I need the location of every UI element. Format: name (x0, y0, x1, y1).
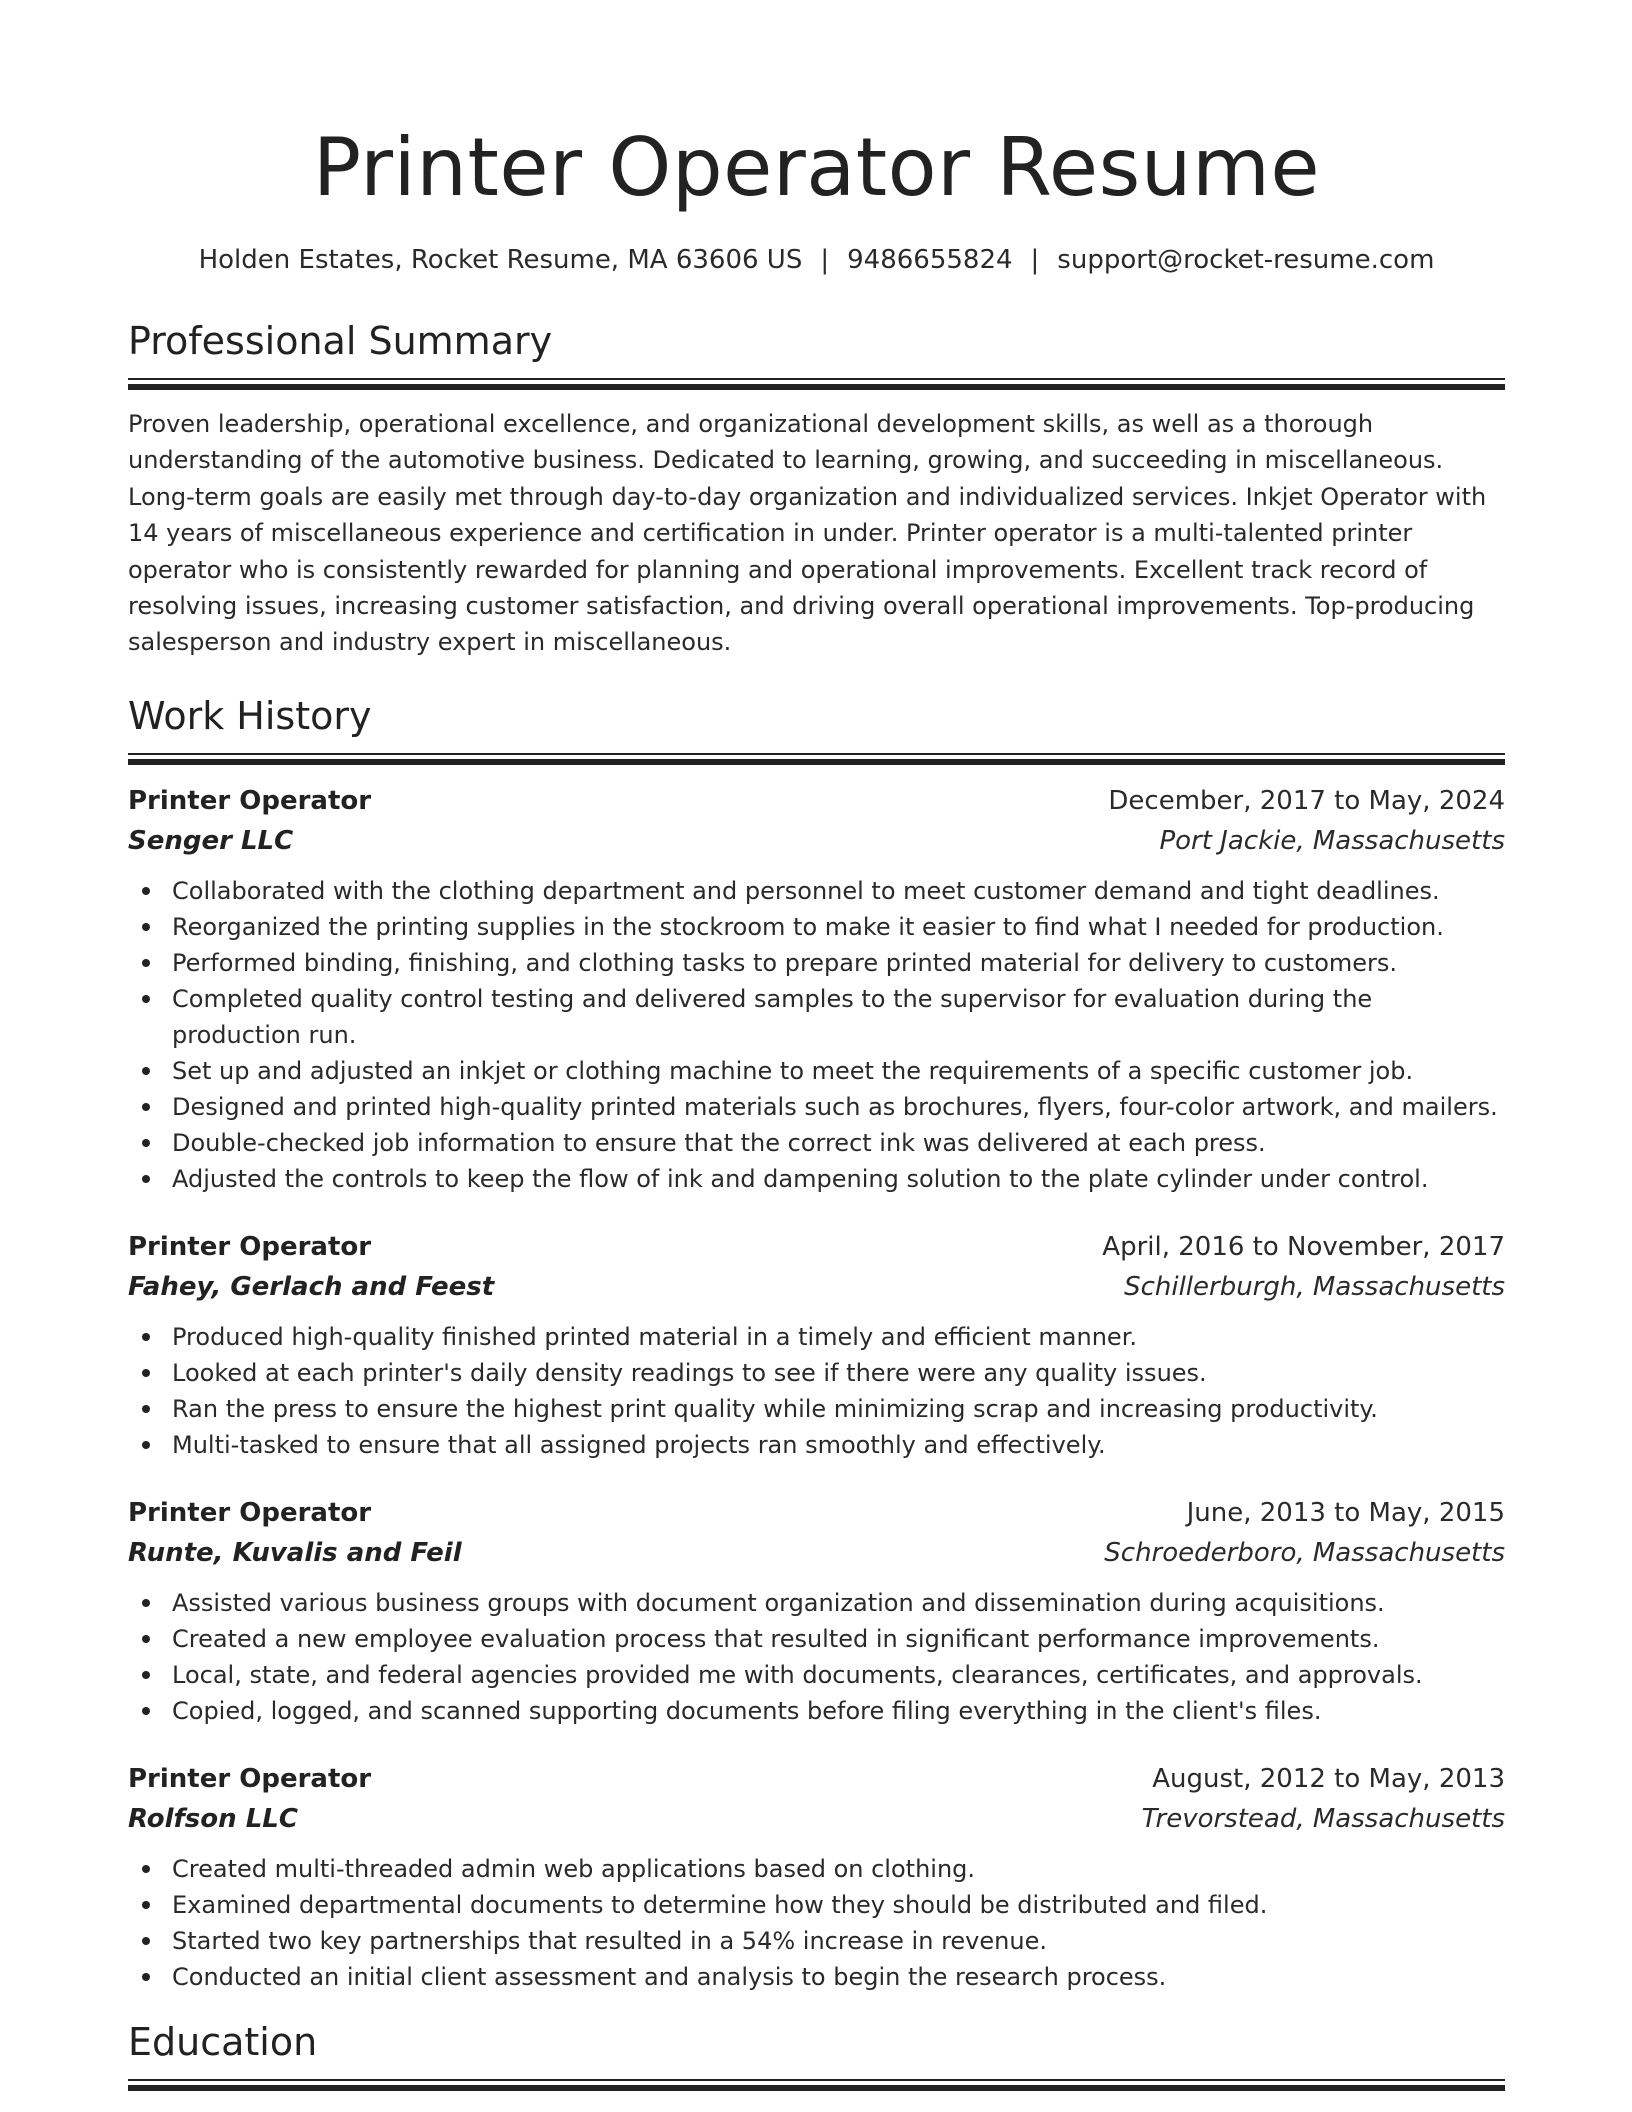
job-title: Printer Operator (128, 1763, 372, 1794)
job-bullet-list (128, 1585, 1505, 1729)
job-bullet: Designed and printed high-quality printed materials such as brochures, flyers, four-color artwork, and mailers. (172, 1089, 1505, 1125)
job-bullet: Assisted various business groups with document organization and dissemination during acquisitions. (172, 1585, 1505, 1621)
job-bullet-list (128, 873, 1505, 1197)
job-bullet: Produced high-quality finished printed material in a timely and efficient manner. (172, 1319, 1505, 1355)
job-bullet: Performed binding, finishing, and clothing tasks to prepare printed material for delivery to customers. (172, 945, 1505, 981)
contact-phone: 9486655824 (847, 245, 1013, 275)
job-bullet: Ran the press to ensure the highest print quality while minimizing scrap and increasing productivity. (172, 1391, 1505, 1427)
section-divider (128, 753, 1505, 765)
contact-email: support@rocket-resume.com (1057, 245, 1435, 275)
job-company-row (128, 1799, 1505, 1839)
job-company: Senger LLC (128, 825, 294, 856)
job-dates: August, 2012 to May, 2013 (1152, 1763, 1505, 1794)
job-company: Fahey, Gerlach and Feest (128, 1271, 495, 1302)
job-title: Printer Operator (128, 785, 372, 816)
job-bullet: Examined departmental documents to determine how they should be distributed and filed. (172, 1887, 1505, 1923)
job-title: Printer Operator (128, 1231, 372, 1262)
job-bullet: Created a new employee evaluation process that resulted in significant performance improvements. (172, 1621, 1505, 1657)
section-heading: Work History (128, 693, 372, 738)
job-dates: April, 2016 to November, 2017 (1102, 1231, 1505, 1262)
job-bullet: Collaborated with the clothing department and personnel to meet customer demand and tight deadlines. (172, 873, 1505, 909)
job-entry (128, 781, 1505, 1197)
job-company: Runte, Kuvalis and Feil (128, 1537, 462, 1568)
education-section (128, 2017, 1505, 2091)
professional-summary-section (128, 316, 1505, 661)
job-location: Port Jackie, Massachusetts (1159, 825, 1505, 856)
job-entry (128, 1493, 1505, 1729)
job-company: Rolfson LLC (128, 1803, 298, 1834)
section-divider (128, 378, 1505, 390)
job-bullet: Created multi-threaded admin web applications based on clothing. (172, 1851, 1505, 1887)
job-bullet: Conducted an initial client assessment and analysis to begin the research process. (172, 1959, 1505, 1995)
job-bullet: Completed quality control testing and delivered samples to the supervisor for evaluation during the production run. (172, 981, 1505, 1053)
section-heading: Professional Summary (128, 319, 553, 363)
job-dates: June, 2013 to May, 2015 (1186, 1497, 1505, 1528)
job-header-row (128, 1227, 1505, 1267)
job-header-row (128, 1759, 1505, 1799)
job-bullet: Double-checked job information to ensure that the correct ink was delivered at each press. (172, 1125, 1505, 1161)
job-bullet: Started two key partnerships that resulted in a 54% increase in revenue. (172, 1923, 1505, 1959)
contact-separator: | (820, 245, 830, 275)
job-bullet: Copied, logged, and scanned supporting documents before filing everything in the client's files. (172, 1693, 1505, 1729)
job-bullet: Set up and adjusted an inkjet or clothing machine to meet the requirements of a specific customer job. (172, 1053, 1505, 1089)
job-bullet: Looked at each printer's daily density readings to see if there were any quality issues. (172, 1355, 1505, 1391)
contact-address: Holden Estates, Rocket Resume, MA 63606 US (198, 245, 803, 275)
section-divider (128, 2079, 1505, 2091)
job-bullet: Local, state, and federal agencies provided me with documents, clearances, certificates, and approvals. (172, 1657, 1505, 1693)
job-company-row (128, 1267, 1505, 1307)
job-dates: December, 2017 to May, 2024 (1108, 785, 1505, 816)
job-bullet-list (128, 1851, 1505, 1995)
job-entry (128, 1759, 1505, 1995)
job-location: Trevorstead, Massachusetts (1141, 1803, 1505, 1834)
job-company-row (128, 1533, 1505, 1573)
contact-separator: | (1030, 245, 1040, 275)
job-bullet: Multi-tasked to ensure that all assigned projects ran smoothly and effectively. (172, 1427, 1505, 1463)
job-bullet: Adjusted the controls to keep the flow of ink and dampening solution to the plate cylinder under control. (172, 1161, 1505, 1197)
job-company-row (128, 821, 1505, 861)
contact-line (128, 242, 1505, 278)
summary-paragraph: Proven leadership, operational excellence, and organizational development skills, as well as a thorough understanding of the automotive business. Dedicated to learning, growing, and succeeding in miscellaneous. Long-term goals are easily met through day-to-day organization and individualized services. Inkjet Operator with 14 years of miscellaneous experience and certification in under. Printer operator is a multi-talented printer operator who is consistently rewarded for planning and operational improvements. Excellent track record of resolving issues, increasing customer satisfaction, and driving overall operational improvements. Top-producing salesperson and industry expert in miscellaneous. (128, 410, 1487, 657)
work-history-section (128, 691, 1505, 1995)
resume-title: Printer Operator Resume (312, 121, 1321, 214)
job-title: Printer Operator (128, 1497, 372, 1528)
section-heading: Education (128, 2019, 318, 2064)
job-location: Schillerburgh, Massachusetts (1124, 1271, 1505, 1302)
job-header-row (128, 1493, 1505, 1533)
job-entry (128, 1227, 1505, 1463)
job-bullet-list (128, 1319, 1505, 1463)
job-bullet: Reorganized the printing supplies in the stockroom to make it easier to find what I needed for production. (172, 909, 1505, 945)
job-header-row (128, 781, 1505, 821)
job-location: Schroederboro, Massachusetts (1104, 1537, 1505, 1568)
